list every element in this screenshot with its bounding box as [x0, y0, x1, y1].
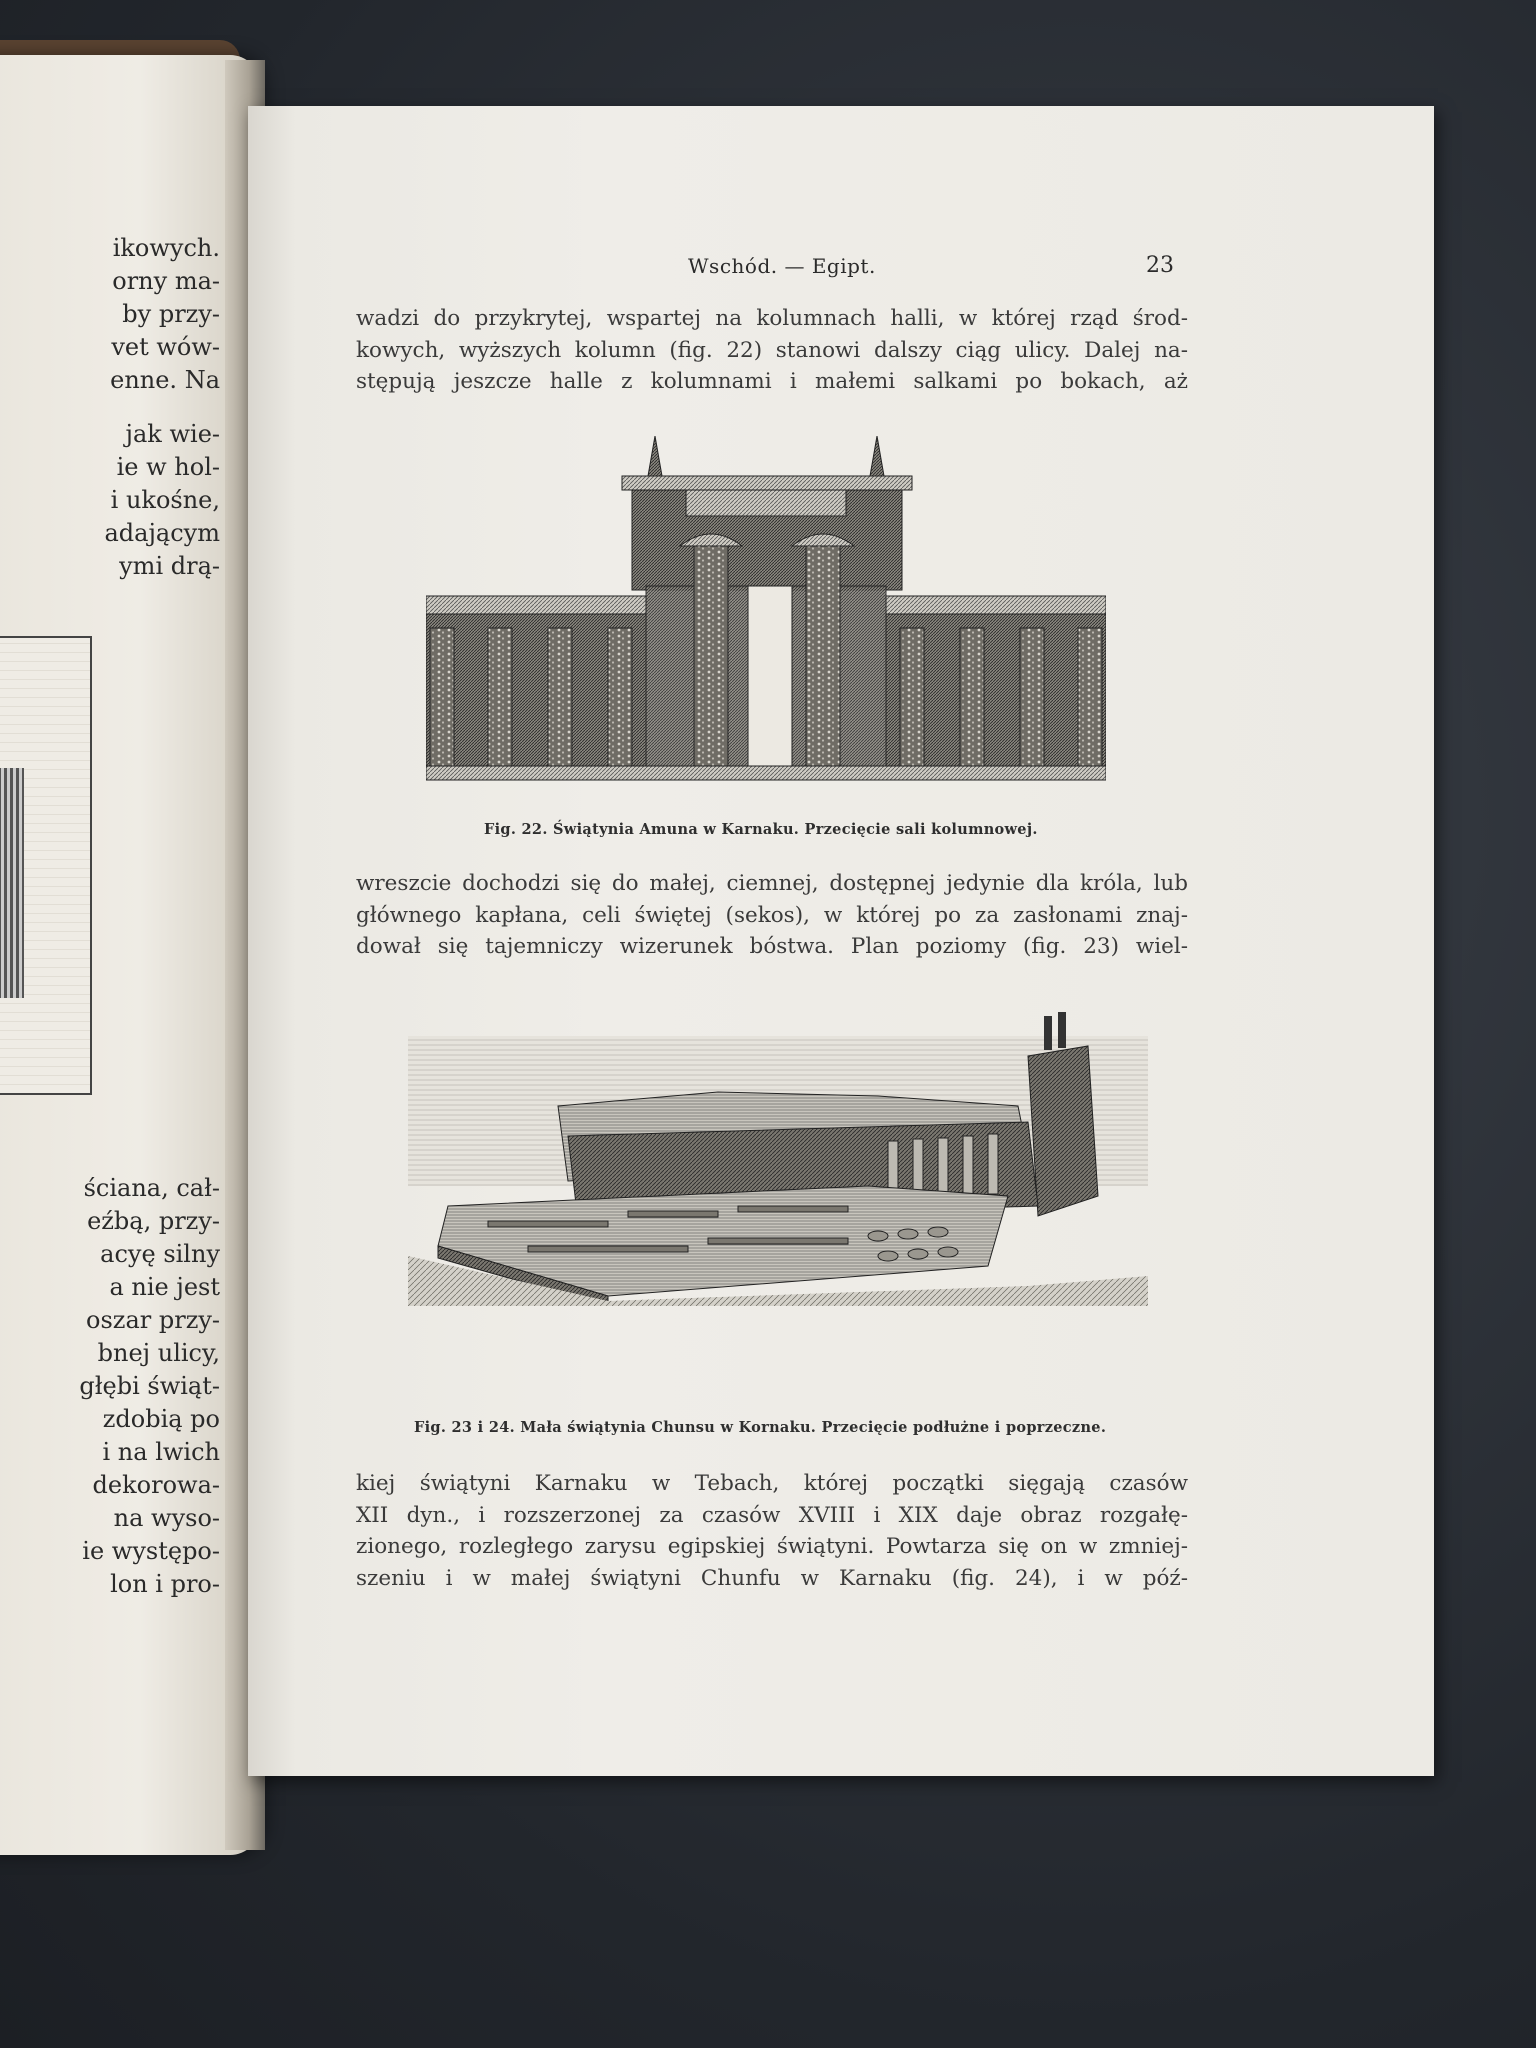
- left-text-line: dekorowa-: [92, 1471, 220, 1499]
- text-line: kiej świątyni Karnaku w Tebach, której początki sięgają czasów: [356, 1471, 1188, 1496]
- left-text-line: bnej ulicy,: [97, 1339, 220, 1367]
- text-line: kowych, wyższych kolumn (fig. 22) stanowi dalszy ciąg ulicy. Dalej na-: [356, 337, 1188, 363]
- paragraph-1: [356, 303, 1188, 398]
- left-text-line: by przy-: [122, 300, 220, 328]
- figure-22-temple-section: [426, 436, 1106, 816]
- left-text-line: orny ma-: [112, 267, 220, 295]
- left-text-line: zdobią po: [102, 1405, 220, 1433]
- left-text-line: i na lwich: [102, 1438, 220, 1466]
- text-line: XII dyn., i rozszerzonej za czasów XVIII i XIX daje obraz rozgałę-: [356, 1502, 1188, 1528]
- left-text-line: ymi drą-: [119, 552, 220, 580]
- left-text-line: ie w hol-: [116, 453, 220, 481]
- figure-23-temple-perspective: [408, 1006, 1148, 1306]
- left-text-block-mid: [0, 418, 220, 583]
- paragraph-3: [356, 1468, 1188, 1594]
- figure-22-caption: Fig. 22. Świątynia Amuna w Karnaku. Przecięcie sali kolumnowej.: [484, 821, 1038, 838]
- text-line: zionego, rozległego zarysu egipskiej świątyni. Powtarza się on w zmniej-: [356, 1534, 1188, 1559]
- text-line: szeniu i w małej świątyni Chunfu w Karnaku (fig. 24), i w póź-: [356, 1565, 1188, 1591]
- left-text-line: adającym: [104, 519, 220, 547]
- page-header: [248, 254, 1434, 288]
- left-text-line: ściana, cał-: [83, 1174, 220, 1202]
- left-figure-fragment: [0, 636, 92, 1095]
- obelisk-drawing: [0, 768, 24, 998]
- left-text-line: i ukośne,: [110, 486, 220, 514]
- text-line: stępują jeszcze halle z kolumnami i małemi salkami po bokach, aż: [356, 369, 1188, 394]
- left-text-line: a nie jest: [109, 1273, 220, 1301]
- text-line: wadzi do przykrytej, wspartej na kolumnach halli, w której rząd środ-: [356, 306, 1188, 331]
- left-text-line: oszar przy-: [86, 1306, 220, 1334]
- left-text-line: acyę silny: [100, 1240, 220, 1268]
- left-text-line: ikowych.: [112, 234, 220, 262]
- left-text-block-bottom: [0, 1172, 220, 1601]
- left-text-line: eźbą, przy-: [87, 1207, 220, 1235]
- running-head: Wschód. — Egipt.: [688, 254, 876, 278]
- left-text-line: enne. Na: [110, 366, 220, 394]
- left-text-block-top: [0, 232, 220, 397]
- text-line: głównego kapłana, celi świętej (sekos), w której po za zasłonami znaj-: [356, 902, 1188, 928]
- text-line: dował się tajemniczy wizerunek bóstwa. Plan poziomy (fig. 23) wiel-: [356, 934, 1188, 959]
- left-text-line: na wyso-: [113, 1504, 220, 1532]
- left-text-line: lon i pro-: [110, 1570, 220, 1598]
- text-line: wreszcie dochodzi się do małej, ciemnej, dostępnej jedynie dla króla, lub: [356, 871, 1188, 896]
- left-text-line: ie występo-: [82, 1537, 220, 1565]
- left-text-line: głębi świąt-: [79, 1372, 220, 1400]
- page-number: 23: [1146, 253, 1174, 278]
- left-text-line: jak wie-: [125, 420, 220, 448]
- paragraph-2: [356, 868, 1188, 963]
- book-page: [248, 106, 1434, 1776]
- figure-23-caption: Fig. 23 i 24. Mała świątynia Chunsu w Kornaku. Przecięcie podłużne i poprzeczne.: [414, 1419, 1107, 1436]
- left-text-line: vet wów-: [111, 333, 220, 361]
